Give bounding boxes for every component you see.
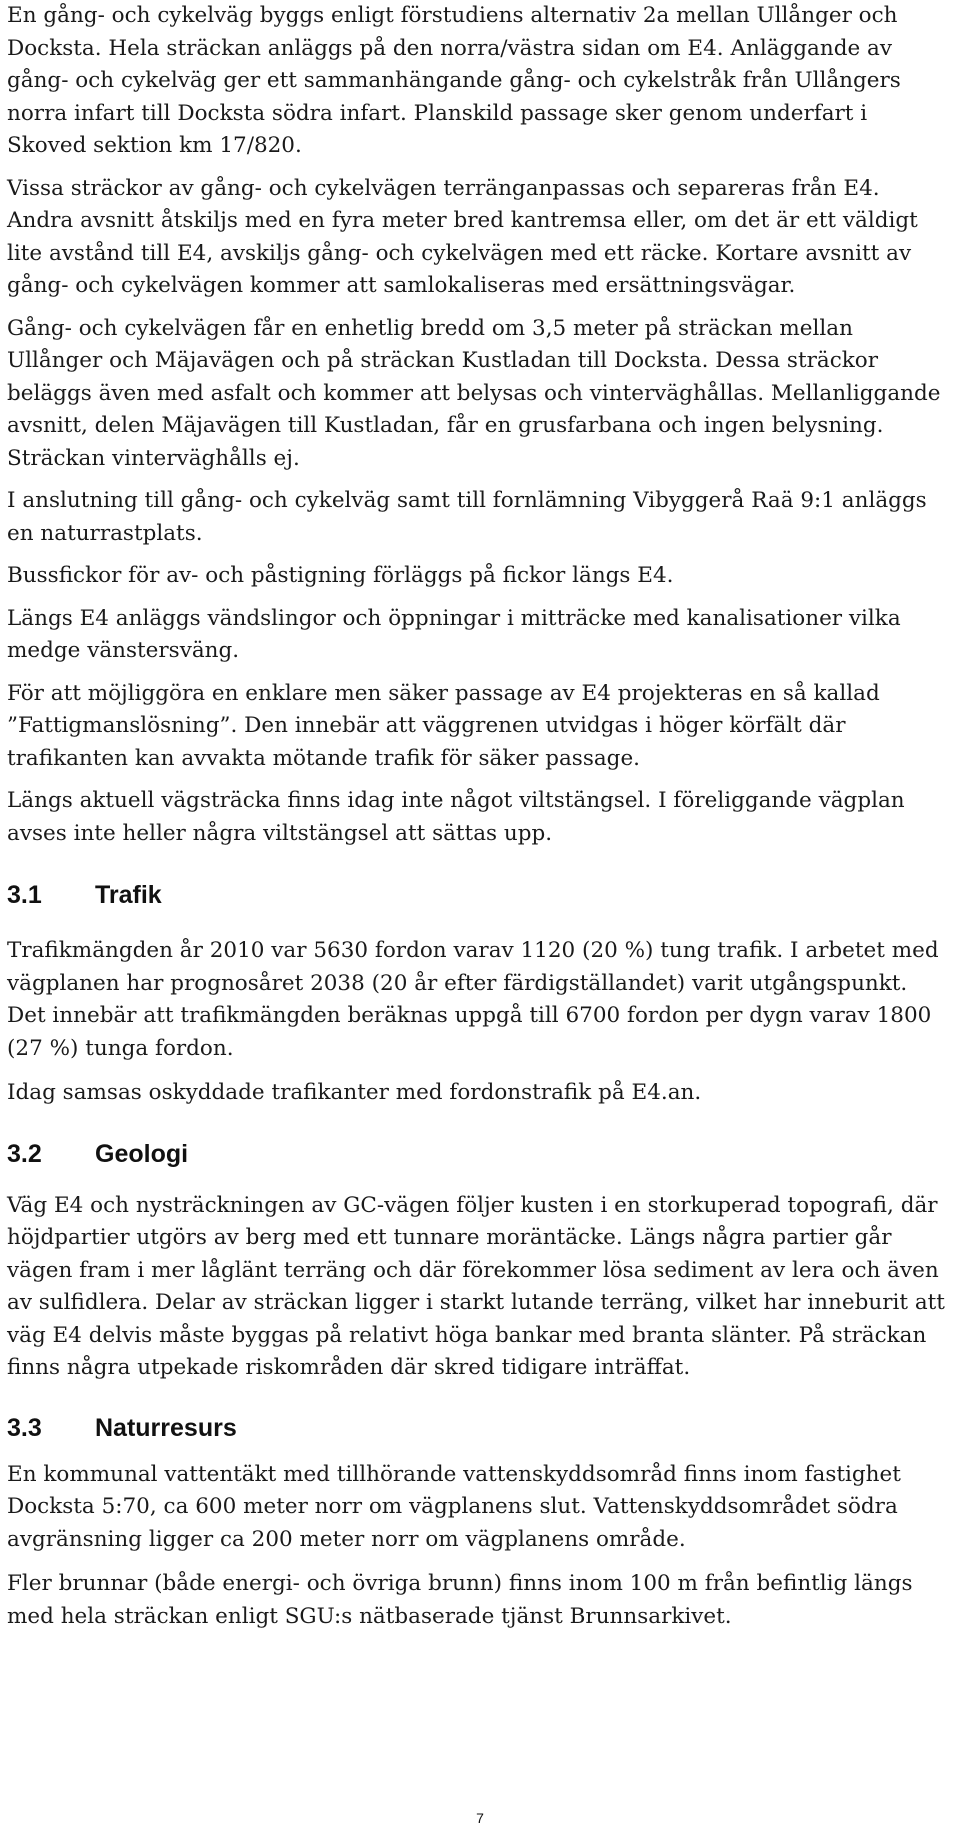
trafik-paragraph-1: Trafikmängden år 2010 var 5630 fordon varav 1120 (20 %) tung trafik. I arbetet med vägplanen har prognosåret 2038 (20 år efter färdigställandet) varit utgångspunkt. Det innebär att trafikmängden beräknas uppgå till 6700 fordon per dygn varav 1800 (27 %) tunga fordon. xyxy=(7,938,939,1061)
heading-geologi-number: 3.2 xyxy=(7,1139,42,1168)
heading-trafik-number: 3.1 xyxy=(7,881,42,909)
trafik-paragraph-2: Idag samsas oskyddade trafikanter med fordonstrafik på E4.an. xyxy=(7,1080,702,1105)
heading-naturresurs-title: Naturresurs xyxy=(95,1413,237,1442)
geologi-paragraph-1: Väg E4 och nysträckningen av GC-vägen följer kusten i en storkuperad topografi, där höjdpartier utgörs av berg med ett tunnare moräntäcke. Längs några partier går vägen fram i mer låglänt terräng och där förekommer lösa sediment av lera och även av sulfidlera. Delar av sträckan ligger i starkt lutande terräng, vilket har inneburit att väg E4 delvis måste byggas på relativt höga bankar med branta slänter. På sträckan finns några utpekade riskområden där skred tidigare inträffat. xyxy=(7,1192,945,1380)
page-number xyxy=(0,1810,960,1826)
page-number-text: 7 xyxy=(476,1810,484,1826)
intro-paragraph-4: I anslutning till gång- och cykelväg samt till fornlämning Vibyggerå Raä 9:1 anläggs en naturrastplats. xyxy=(7,488,927,546)
heading-naturresurs-number: 3.3 xyxy=(7,1413,42,1442)
heading-geologi xyxy=(7,1139,952,1169)
heading-geologi-title: Geologi xyxy=(95,1139,189,1168)
heading-trafik xyxy=(7,880,952,910)
document-page xyxy=(7,0,952,1633)
intro-paragraph-7: För att möjliggöra en enklare men säker passage av E4 projekteras en så kallad ”Fattigmanslösning”. Den innebär att väggrenen utvidgas i höger körfält där trafikanten kan avvakta mötande trafik för säker passage. xyxy=(7,680,880,771)
intro-paragraph-3: Gång- och cykelvägen får en enhetlig bredd om 3,5 meter på sträckan mellan Ullånger och Mäjavägen och på sträckan Kustladan till Docksta. Dessa sträckor beläggs även med asfalt och kommer att belysas och vinterväghållas. Mellanliggande avsnitt, delen Mäjavägen till Kustladan, får en grusfarbana och ingen belysning. Sträckan vinterväghålls ej. xyxy=(7,315,941,471)
naturresurs-paragraph-2: Fler brunnar (både energi- och övriga brunn) finns inom 100 m från befintlig längs med hela sträckan enligt SGU:s nätbaserade tjänst Brunnsarkivet. xyxy=(7,1571,913,1629)
heading-trafik-title: Trafik xyxy=(95,881,162,909)
naturresurs-paragraph-1: En kommunal vattentäkt med tillhörande vattenskyddsområd finns inom fastighet Docksta 5:70, ca 600 meter norr om vägplanens slut. Vattenskyddsområdet södra avgränsning ligger ca 200 meter norr om vägplanens område. xyxy=(7,1461,901,1552)
intro-paragraph-5: Bussfickor för av- och påstigning förläggs på fickor längs E4. xyxy=(7,563,674,588)
intro-paragraph-1: En gång- och cykelväg byggs enligt förstudiens alternativ 2a mellan Ullånger och Docksta. Hela sträckan anläggs på den norra/västra sidan om E4. Anläggande av gång- och cykelväg ger ett sammanhängande gång- och cykelstråk från Ullångers norra infart till Docksta södra infart. Planskild passage sker genom underfart i Skoved sektion km 17/820. xyxy=(7,3,901,158)
intro-paragraph-8: Längs aktuell vägsträcka finns idag inte något viltstängsel. I föreliggande vägplan avses inte heller några viltstängsel att sättas upp. xyxy=(7,788,905,846)
heading-naturresurs xyxy=(7,1413,952,1443)
intro-paragraph-6: Längs E4 anläggs vändslingor och öppningar i mitträcke med kanalisationer vilka medge vänstersväng. xyxy=(7,605,901,663)
intro-paragraph-2: Vissa sträckor av gång- och cykelvägen terränganpassas och separeras från E4. Andra avsnitt åtskiljs med en fyra meter bred kantremsa eller, om det är ett väldigt lite avstånd till E4, avskiljs gång- och cykelvägen med ett räcke. Kortare avsnitt av gång- och cykelvägen kommer att samlokaliseras med ersättningsvägar. xyxy=(7,175,918,298)
